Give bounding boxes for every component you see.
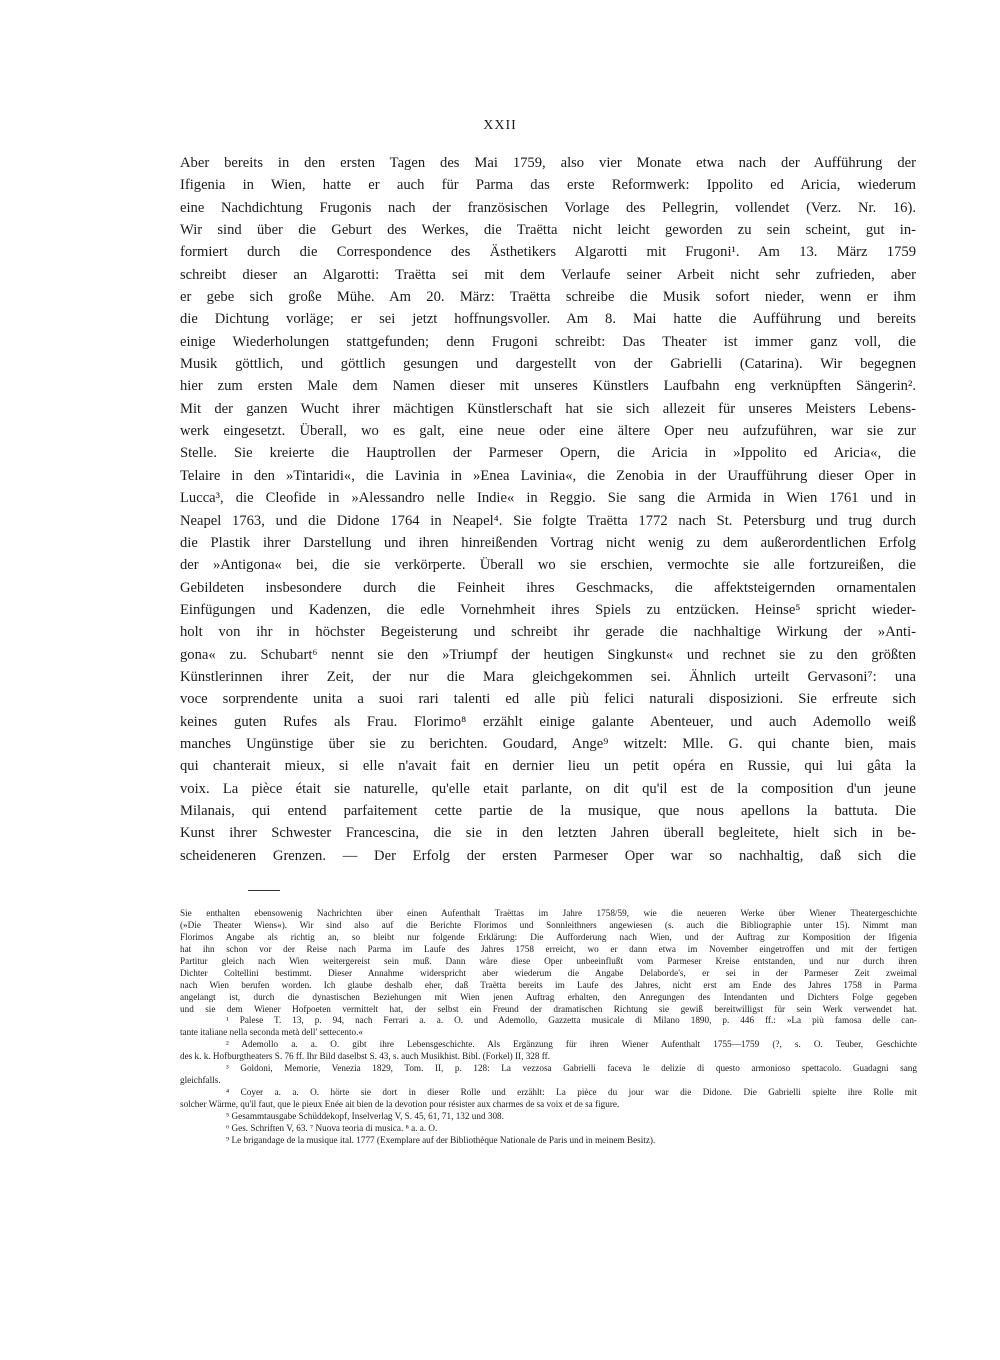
text-line: gona« zu. Schubart⁶ nennt sie den »Triumpf der heutigen Singkunst« und rechnet sie zu den größten xyxy=(180,646,916,663)
footnote-line: (»Die Theater Wiens«). Wir sind also auf die Berichte Florimos und Sonnleithners angewiesen (s. auch die Bibliographie unter 15). Nimmt man xyxy=(180,919,917,930)
text-line: die Plastik ihrer Darstellung und ihren hinreißenden Vortrag nicht wenig zu dem außerordentlichen Erfolg xyxy=(180,534,916,551)
footnote-line: solcher Wärme, qu'il faut, que le pieux Enée ait bien de la devotion pour résister aux charmes de sa voix et de sa figure. xyxy=(180,1099,620,1109)
text-line: die Dichtung vorläge; er sei jetzt hoffnungsvoller. Am 8. Mai hatte die Aufführung und bereits xyxy=(180,311,916,328)
footnote-line: ⁵ Gesammtausgabe Schüddekopf, Inselverlag V, S. 45, 61, 71, 132 und 308. xyxy=(226,1110,504,1121)
footnote-line: des k. k. Hofburgtheaters S. 76 ff. Ihr Bild daselbst S. 43, s. auch Musikhist. Bibl. (Forkel) II, 328 ff. xyxy=(180,1051,551,1062)
text-line: Mit der ganzen Wucht ihrer mächtigen Künstlerschaft hat sie sich allezeit für unseres Meisters Lebens- xyxy=(180,400,916,417)
footnote-divider xyxy=(248,890,280,891)
footnote-line: Sie enthalten ebensowenig Nachrichten über einen Aufenthalt Traëttas im Jahre 1758/59, wie die neueren Werke über Wiener Theatergeschichte xyxy=(180,908,917,918)
footnotes xyxy=(180,908,917,1147)
main-text xyxy=(180,152,916,867)
text-line: scheideneren Grenzen. — Der Erfolg der ersten Parmeser Oper war so nachhaltig, daß sich die xyxy=(180,847,916,864)
footnote-line: ² Ademollo a. a. O. gibt ihre Lebensgeschichte. Als Ergänzung für ihren Wiener Aufenthalt 1755—1759 (?, s. O. Teuber, Geschichte xyxy=(226,1039,917,1050)
text-line: manches Ungünstige über sie zu berichten. Goudard, Ange⁹ witzelt: Mlle. G. qui chante bien, mais xyxy=(180,735,916,752)
text-line: einige Wiederholungen stattgefunden; denn Frugoni schreibt: Das Theater ist immer ganz voll, die xyxy=(180,333,916,350)
text-line: voce sorprendente unita a suoi rari talenti ed alle più felici naturali disposizioni. Sie erfreute sich xyxy=(180,691,916,708)
text-line: der »Antigona« bei, die sie verkörperte. Überall wo sie erschien, vermochte sie alle fortzureißen, die xyxy=(180,557,916,574)
footnote-line: ³ Goldoni, Memorie, Venezia 1829, Tom. II, p. 128: La vezzosa Gabrielli faceva le delizie di questo armonioso spettacolo. Guadagni sang xyxy=(226,1063,917,1074)
text-line: eine Nachdichtung Frugonis nach der französischen Vorlage des Pellegrin, vollendet (Verz. Nr. 16). xyxy=(180,199,916,216)
footnote-line: hat ihn schon vor der Reise nach Parma im Laufe des Jahres 1758 erreicht, wo er dann etwa im November eingetroffen und mit der fertigen xyxy=(180,943,917,954)
text-line: Musik göttlich, und göttlich gesungen und dargestellt von der Gabrielli (Catarina). Wir begegnen xyxy=(180,356,916,373)
text-line: formiert durch die Correspondence des Ästhetikers Algarotti mit Frugoni¹. Am 13. März 1759 xyxy=(180,244,916,261)
footnote-line: tante italiane nella seconda metà dell' settecento.« xyxy=(180,1027,364,1038)
text-line: schreibt dieser an Algarotti: Traëtta sei mit dem Verlaufe seiner Arbeit nicht sehr zufrieden, aber xyxy=(180,266,916,283)
footnote-line: ¹ Palese T. 13, p. 94, nach Ferrari a. a. O. und Ademollo, Gazzetta musicale di Milano 1890, p. 446 ff.: »La più famosa delle can- xyxy=(226,1015,917,1026)
footnote-line: Florimos Angabe als richtig an, so bleibt nur folgende Erklärung: Die Aufforderung nach Wien, und der Auftrag zur Komposition der Ifigenia xyxy=(180,931,917,942)
text-line: werk eingesetzt. Überall, wo es galt, eine neue oder eine ältere Oper neu aufzuführen, war sie zur xyxy=(180,423,916,440)
text-line: Einfügungen und Kadenzen, die edle Vornehmheit ihres Spiels zu entzücken. Heinse⁵ spricht wieder- xyxy=(180,601,916,618)
text-line: Neapel 1763, und die Didone 1764 in Neapel⁴. Sie folgte Traëtta 1772 nach St. Petersburg und trug durch xyxy=(180,512,916,529)
text-line: Wir sind über die Geburt des Werkes, die Traëtta nicht leicht geworden zu sein scheint, gut in- xyxy=(180,222,916,239)
text-line: keines guten Rufes als Frau. Florimo⁸ erzählt einige galante Abenteuer, und auch Ademollo weiß xyxy=(180,713,916,730)
text-line: holt von ihr in höchster Begeisterung und schreibt ihr gerade die nachhaltige Wirkung der »Anti- xyxy=(180,624,916,641)
text-line: Telaire in den »Tintaridi«, die Lavinia in »Enea Lavinia«, die Zenobia in der Uraufführung dieser Oper in xyxy=(180,467,916,484)
text-line: Kunst ihrer Schwester Francescina, die sie in den letzten Jahren überall begleitete, hielt sich in be- xyxy=(180,825,916,842)
text-line: hier zum ersten Male dem Namen dieser mit unseres Künstlers Laufbahn eng verknüpften Sängerin². xyxy=(180,378,916,395)
text-line: Aber bereits in den ersten Tagen des Mai 1759, also vier Monate etwa nach der Aufführung der xyxy=(180,155,916,171)
text-line: er gebe sich große Mühe. Am 20. März: Traëtta schreibe die Musik sofort nieder, wenn er ihm xyxy=(180,289,916,306)
text-line: qui chanterait mieux, si elle n'avait fait en dernier lieu un petit opéra en Russie, qui lui gâta la xyxy=(180,758,916,775)
footnote-line: Dichter Coltellini bestimmt. Dieser Annahme widerspricht aber wiederum die Angabe Delaborde's, er sei in der Parmeser Zeit zweimal xyxy=(180,967,917,978)
footnote-line: ⁶ Ges. Schriften V, 63. ⁷ Nuova teoria di musica. ⁸ a. a. O. xyxy=(226,1122,438,1133)
text-line: Stelle. Sie kreierte die Hauptrollen der Parmeser Opern, die Aricia in »Ippolito ed Aricia«, die xyxy=(180,445,916,462)
footnote-line: gleichfalls. xyxy=(180,1075,221,1086)
text-line: voix. La pièce était sie naturelle, qu'elle etait parlante, on dit qu'il est de la composition d'un jeune xyxy=(180,780,916,797)
footnote-line: ⁹ Le brigandage de la musique ital. 1777 (Exemplare auf der Bibliothèque Nationale de Paris und in meinem Besitz). xyxy=(226,1134,656,1145)
page-number: XXII xyxy=(483,118,517,133)
text-line: Gebildeten insbesondere durch die Feinheit ihres Geschmacks, die affektsteigernden ornamentalen xyxy=(180,579,916,596)
footnote-line: ⁴ Coyer a. a. O. hörte sie dort in dieser Rolle und erzählt: La pièce du jour war die Didone. Die Gabrielli spielte ihre Rolle mit xyxy=(226,1087,917,1098)
footnote-line: und sie dem Wiener Hofpoeten vermittelt hat, der selbst ein Freund der dramatischen Richtung sie gewiß bereitwilligst für sein Werk verwendet hat. xyxy=(180,1003,917,1014)
footnote-line: Partitur gleich nach Wien weitergereist sein muß. Dann wäre diese Oper unbeeinflußt vom Parmeser Kreise entstanden, und nur durch ihren xyxy=(180,955,917,966)
text-line: Lucca³, die Cleofide in »Alessandro nelle Indie« in Reggio. Sie sang die Armida in Wien 1761 und in xyxy=(180,490,916,507)
text-line: Künstlerinnen ihrer Zeit, der nur die Mara gleichgekommen sei. Ähnlich urteilt Gervasoni⁷: una xyxy=(180,668,916,685)
footnote-line: angelangt ist, durch die dynastischen Beziehungen mit Wien jenen Auftrag erhalten, den Anregungen des Intendanten und Dichters Folge gegeben xyxy=(180,991,917,1002)
footnote-line: nach Wien berufen worden. Ich glaube deshalb eher, daß Traëtta bereits im Laufe des Jahres, nicht erst am Ende des Jahres 1758 in Parma xyxy=(180,979,917,990)
text-line: Milanais, qui entend parfaitement cette partie de la musique, que nous apellons la battuta. Die xyxy=(180,802,916,819)
text-line: Ifigenia in Wien, hatte er auch für Parma das erste Reformwerk: Ippolito ed Aricia, wiederum xyxy=(180,177,916,194)
